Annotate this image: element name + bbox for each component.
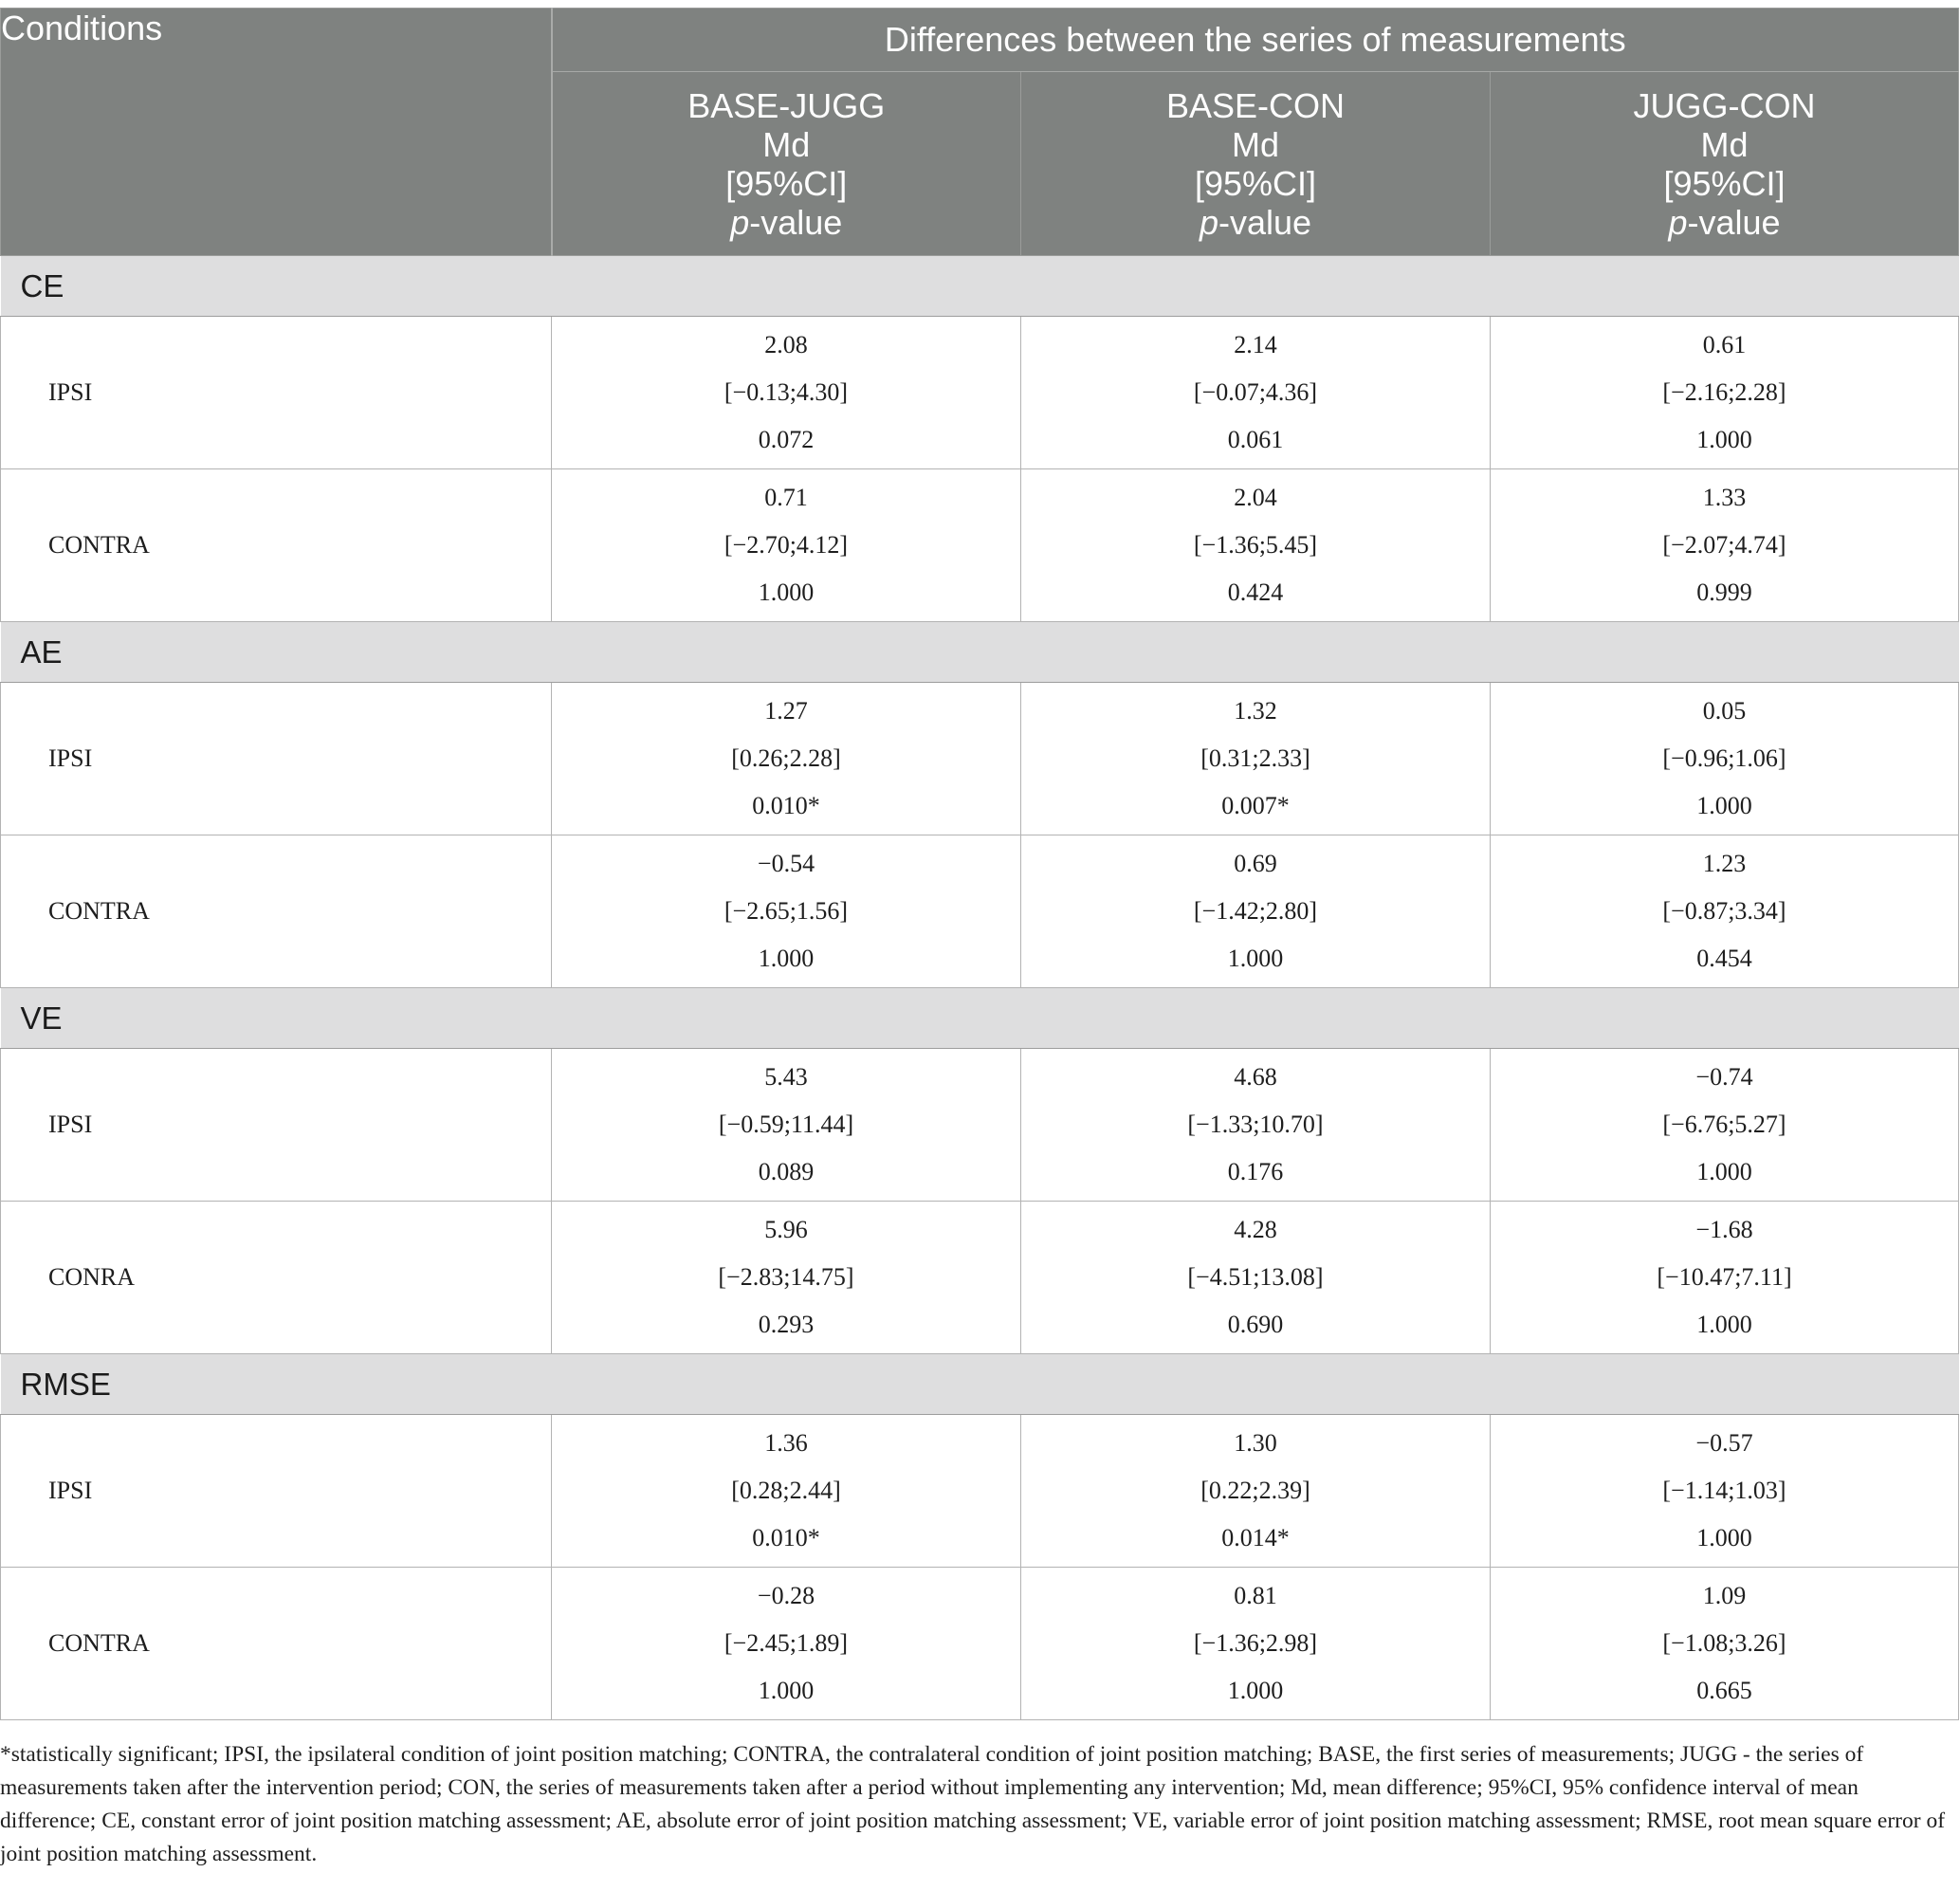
p-value: 0.999 xyxy=(1696,578,1752,606)
column-name: BASE-JUGG xyxy=(687,85,886,125)
p-value: 1.000 xyxy=(758,578,815,606)
mean-difference: 2.08 xyxy=(764,331,808,358)
confidence-interval: [−0.59;11.44] xyxy=(718,1111,854,1138)
value-cell xyxy=(1491,1202,1959,1354)
column-header-base-con xyxy=(1021,72,1491,256)
confidence-interval: [−0.87;3.34] xyxy=(1662,897,1786,925)
section-row-ve xyxy=(1,988,1959,1049)
table-row xyxy=(1,317,1959,469)
condition-label: CONTRA xyxy=(1,469,552,622)
p-value: 1.000 xyxy=(1227,945,1284,972)
confidence-interval: [−1.14;1.03] xyxy=(1662,1477,1786,1504)
value-cell xyxy=(1021,1049,1491,1202)
p-value: 0.454 xyxy=(1696,945,1752,972)
mean-difference: 1.36 xyxy=(764,1429,808,1457)
mean-difference: 5.43 xyxy=(764,1063,808,1091)
confidence-interval: [−2.07;4.74] xyxy=(1662,531,1786,559)
value-cell xyxy=(552,835,1021,988)
p-value: 0.010* xyxy=(752,1524,820,1551)
p-value: 0.072 xyxy=(758,426,815,453)
confidence-interval: [−0.96;1.06] xyxy=(1662,744,1786,772)
table-row xyxy=(1,835,1959,988)
confidence-interval: [−0.13;4.30] xyxy=(724,378,849,406)
p-value: 0.424 xyxy=(1227,578,1284,606)
header-conditions: Conditions xyxy=(1,9,552,256)
p-value: 0.061 xyxy=(1227,426,1284,453)
value-cell xyxy=(1021,469,1491,622)
confidence-interval: [−1.42;2.80] xyxy=(1193,897,1318,925)
column-name: BASE-CON xyxy=(1165,85,1346,125)
p-value: 0.690 xyxy=(1227,1311,1284,1338)
confidence-interval: [0.26;2.28] xyxy=(731,744,841,772)
confidence-interval: [0.28;2.44] xyxy=(731,1477,841,1504)
mean-difference: 1.30 xyxy=(1234,1429,1277,1457)
p-value: 1.000 xyxy=(1696,1158,1752,1185)
value-cell xyxy=(1491,835,1959,988)
column-ci-label: [95%CI] xyxy=(1194,163,1317,203)
confidence-interval: [−6.76;5.27] xyxy=(1662,1111,1786,1138)
column-header-jugg-con xyxy=(1491,72,1959,256)
p-value: 0.665 xyxy=(1696,1677,1752,1704)
value-cell xyxy=(1491,1415,1959,1568)
p-value: 1.000 xyxy=(1227,1677,1284,1704)
section-row-ae xyxy=(1,622,1959,683)
mean-difference: 1.32 xyxy=(1234,697,1277,725)
value-cell xyxy=(1021,1568,1491,1720)
value-cell xyxy=(552,1202,1021,1354)
mean-difference: 2.14 xyxy=(1234,331,1277,358)
column-md-label: Md xyxy=(1231,124,1279,164)
mean-difference: 1.23 xyxy=(1702,850,1747,877)
value-cell xyxy=(1021,317,1491,469)
condition-label: IPSI xyxy=(1,683,552,835)
p-value: 0.007* xyxy=(1221,792,1290,819)
confidence-interval: [−2.65;1.56] xyxy=(724,897,849,925)
mean-difference: 4.28 xyxy=(1234,1216,1277,1243)
confidence-interval: [−0.07;4.36] xyxy=(1193,378,1318,406)
mean-difference: 1.33 xyxy=(1702,484,1747,511)
p-value: 1.000 xyxy=(758,945,815,972)
p-value: 0.293 xyxy=(758,1311,815,1338)
value-cell xyxy=(552,469,1021,622)
mean-difference: 5.96 xyxy=(764,1216,808,1243)
value-cell xyxy=(1491,469,1959,622)
section-row-ce xyxy=(1,256,1959,317)
condition-label: CONTRA xyxy=(1,1568,552,1720)
mean-difference: 4.68 xyxy=(1234,1063,1277,1091)
table-body xyxy=(1,256,1959,1720)
table-row xyxy=(1,1049,1959,1202)
condition-label: CONTRA xyxy=(1,835,552,988)
column-p-label: p-value xyxy=(1668,202,1781,242)
column-md-label: Md xyxy=(1700,124,1749,164)
value-cell xyxy=(1491,1049,1959,1202)
section-label: RMSE xyxy=(1,1354,1959,1415)
mean-difference: −0.54 xyxy=(757,850,815,877)
table-row xyxy=(1,683,1959,835)
value-cell xyxy=(552,1568,1021,1720)
mean-difference: 2.04 xyxy=(1234,484,1277,511)
section-row-rmse xyxy=(1,1354,1959,1415)
mean-difference: 0.71 xyxy=(764,484,808,511)
mean-difference: 0.05 xyxy=(1702,697,1747,725)
value-cell xyxy=(1491,683,1959,835)
table-row xyxy=(1,1202,1959,1354)
mean-difference: −0.28 xyxy=(757,1582,815,1609)
confidence-interval: [−1.08;3.26] xyxy=(1662,1629,1786,1657)
mean-difference: −0.57 xyxy=(1695,1429,1753,1457)
column-p-label: p-value xyxy=(1199,202,1312,242)
column-header-base-jugg xyxy=(552,72,1021,256)
value-cell xyxy=(1021,683,1491,835)
confidence-interval: [−10.47;7.11] xyxy=(1657,1263,1792,1291)
value-cell xyxy=(1021,1202,1491,1354)
value-cell xyxy=(552,1049,1021,1202)
confidence-interval: [0.22;2.39] xyxy=(1200,1477,1310,1504)
confidence-interval: [−1.33;10.70] xyxy=(1187,1111,1324,1138)
p-value: 1.000 xyxy=(758,1677,815,1704)
mean-difference: 0.61 xyxy=(1702,331,1747,358)
value-cell xyxy=(552,1415,1021,1568)
p-value: 0.014* xyxy=(1221,1524,1290,1551)
value-cell xyxy=(1491,317,1959,469)
table-row xyxy=(1,1415,1959,1568)
value-cell xyxy=(1021,1415,1491,1568)
confidence-interval: [−1.36;2.98] xyxy=(1193,1629,1318,1657)
value-cell xyxy=(1491,1568,1959,1720)
p-value: 1.000 xyxy=(1696,1524,1752,1551)
header-differences: Differences between the series of measurements xyxy=(552,9,1959,72)
table-row xyxy=(1,1568,1959,1720)
p-value: 0.010* xyxy=(752,792,820,819)
column-md-label: Md xyxy=(762,124,811,164)
condition-label: IPSI xyxy=(1,1049,552,1202)
condition-label: IPSI xyxy=(1,317,552,469)
mean-difference: −0.74 xyxy=(1695,1063,1753,1091)
p-value: 0.089 xyxy=(758,1158,815,1185)
value-cell xyxy=(1021,835,1491,988)
condition-label: IPSI xyxy=(1,1415,552,1568)
condition-label: CONRA xyxy=(1,1202,552,1354)
mean-difference: 0.69 xyxy=(1234,850,1277,877)
section-label: VE xyxy=(1,988,1959,1049)
mean-difference: 1.27 xyxy=(764,697,808,725)
confidence-interval: [−2.83;14.75] xyxy=(718,1263,854,1291)
p-value: 0.176 xyxy=(1227,1158,1284,1185)
mean-difference: 0.81 xyxy=(1234,1582,1277,1609)
mean-difference: −1.68 xyxy=(1695,1216,1753,1243)
confidence-interval: [−2.70;4.12] xyxy=(724,531,849,559)
column-ci-label: [95%CI] xyxy=(725,163,848,203)
p-value: 1.000 xyxy=(1696,792,1752,819)
results-table xyxy=(0,8,1959,1720)
column-ci-label: [95%CI] xyxy=(1663,163,1786,203)
table-footnote: *statistically significant; IPSI, the ipsilateral condition of joint position matching; CONTRA, the contralateral condition of joint position matching; BASE, the first series of measurements; JUGG - the series of measurements taken after the intervention period; CON, the series of measurements taken after a period without implementing any intervention; Md, mean difference; 95%CI, 95% confidence interval of mean difference; CE, constant error of joint position matching assessment; AE, absolute error of joint position matching assessment; VE, variable error of joint position matching assessment; RMSE, root mean square error of joint position matching assessment. xyxy=(0,1742,1946,1866)
confidence-interval: [0.31;2.33] xyxy=(1200,744,1310,772)
table-row xyxy=(1,469,1959,622)
confidence-interval: [−2.16;2.28] xyxy=(1662,378,1786,406)
column-name: JUGG-CON xyxy=(1633,85,1816,125)
value-cell xyxy=(552,317,1021,469)
confidence-interval: [−1.36;5.45] xyxy=(1193,531,1318,559)
p-value: 1.000 xyxy=(1696,426,1752,453)
confidence-interval: [−2.45;1.89] xyxy=(724,1629,849,1657)
section-label: CE xyxy=(1,256,1959,317)
column-p-label: p-value xyxy=(730,202,843,242)
p-value: 1.000 xyxy=(1696,1311,1752,1338)
mean-difference: 1.09 xyxy=(1702,1582,1747,1609)
confidence-interval: [−4.51;13.08] xyxy=(1187,1263,1324,1291)
section-label: AE xyxy=(1,622,1959,683)
value-cell xyxy=(552,683,1021,835)
